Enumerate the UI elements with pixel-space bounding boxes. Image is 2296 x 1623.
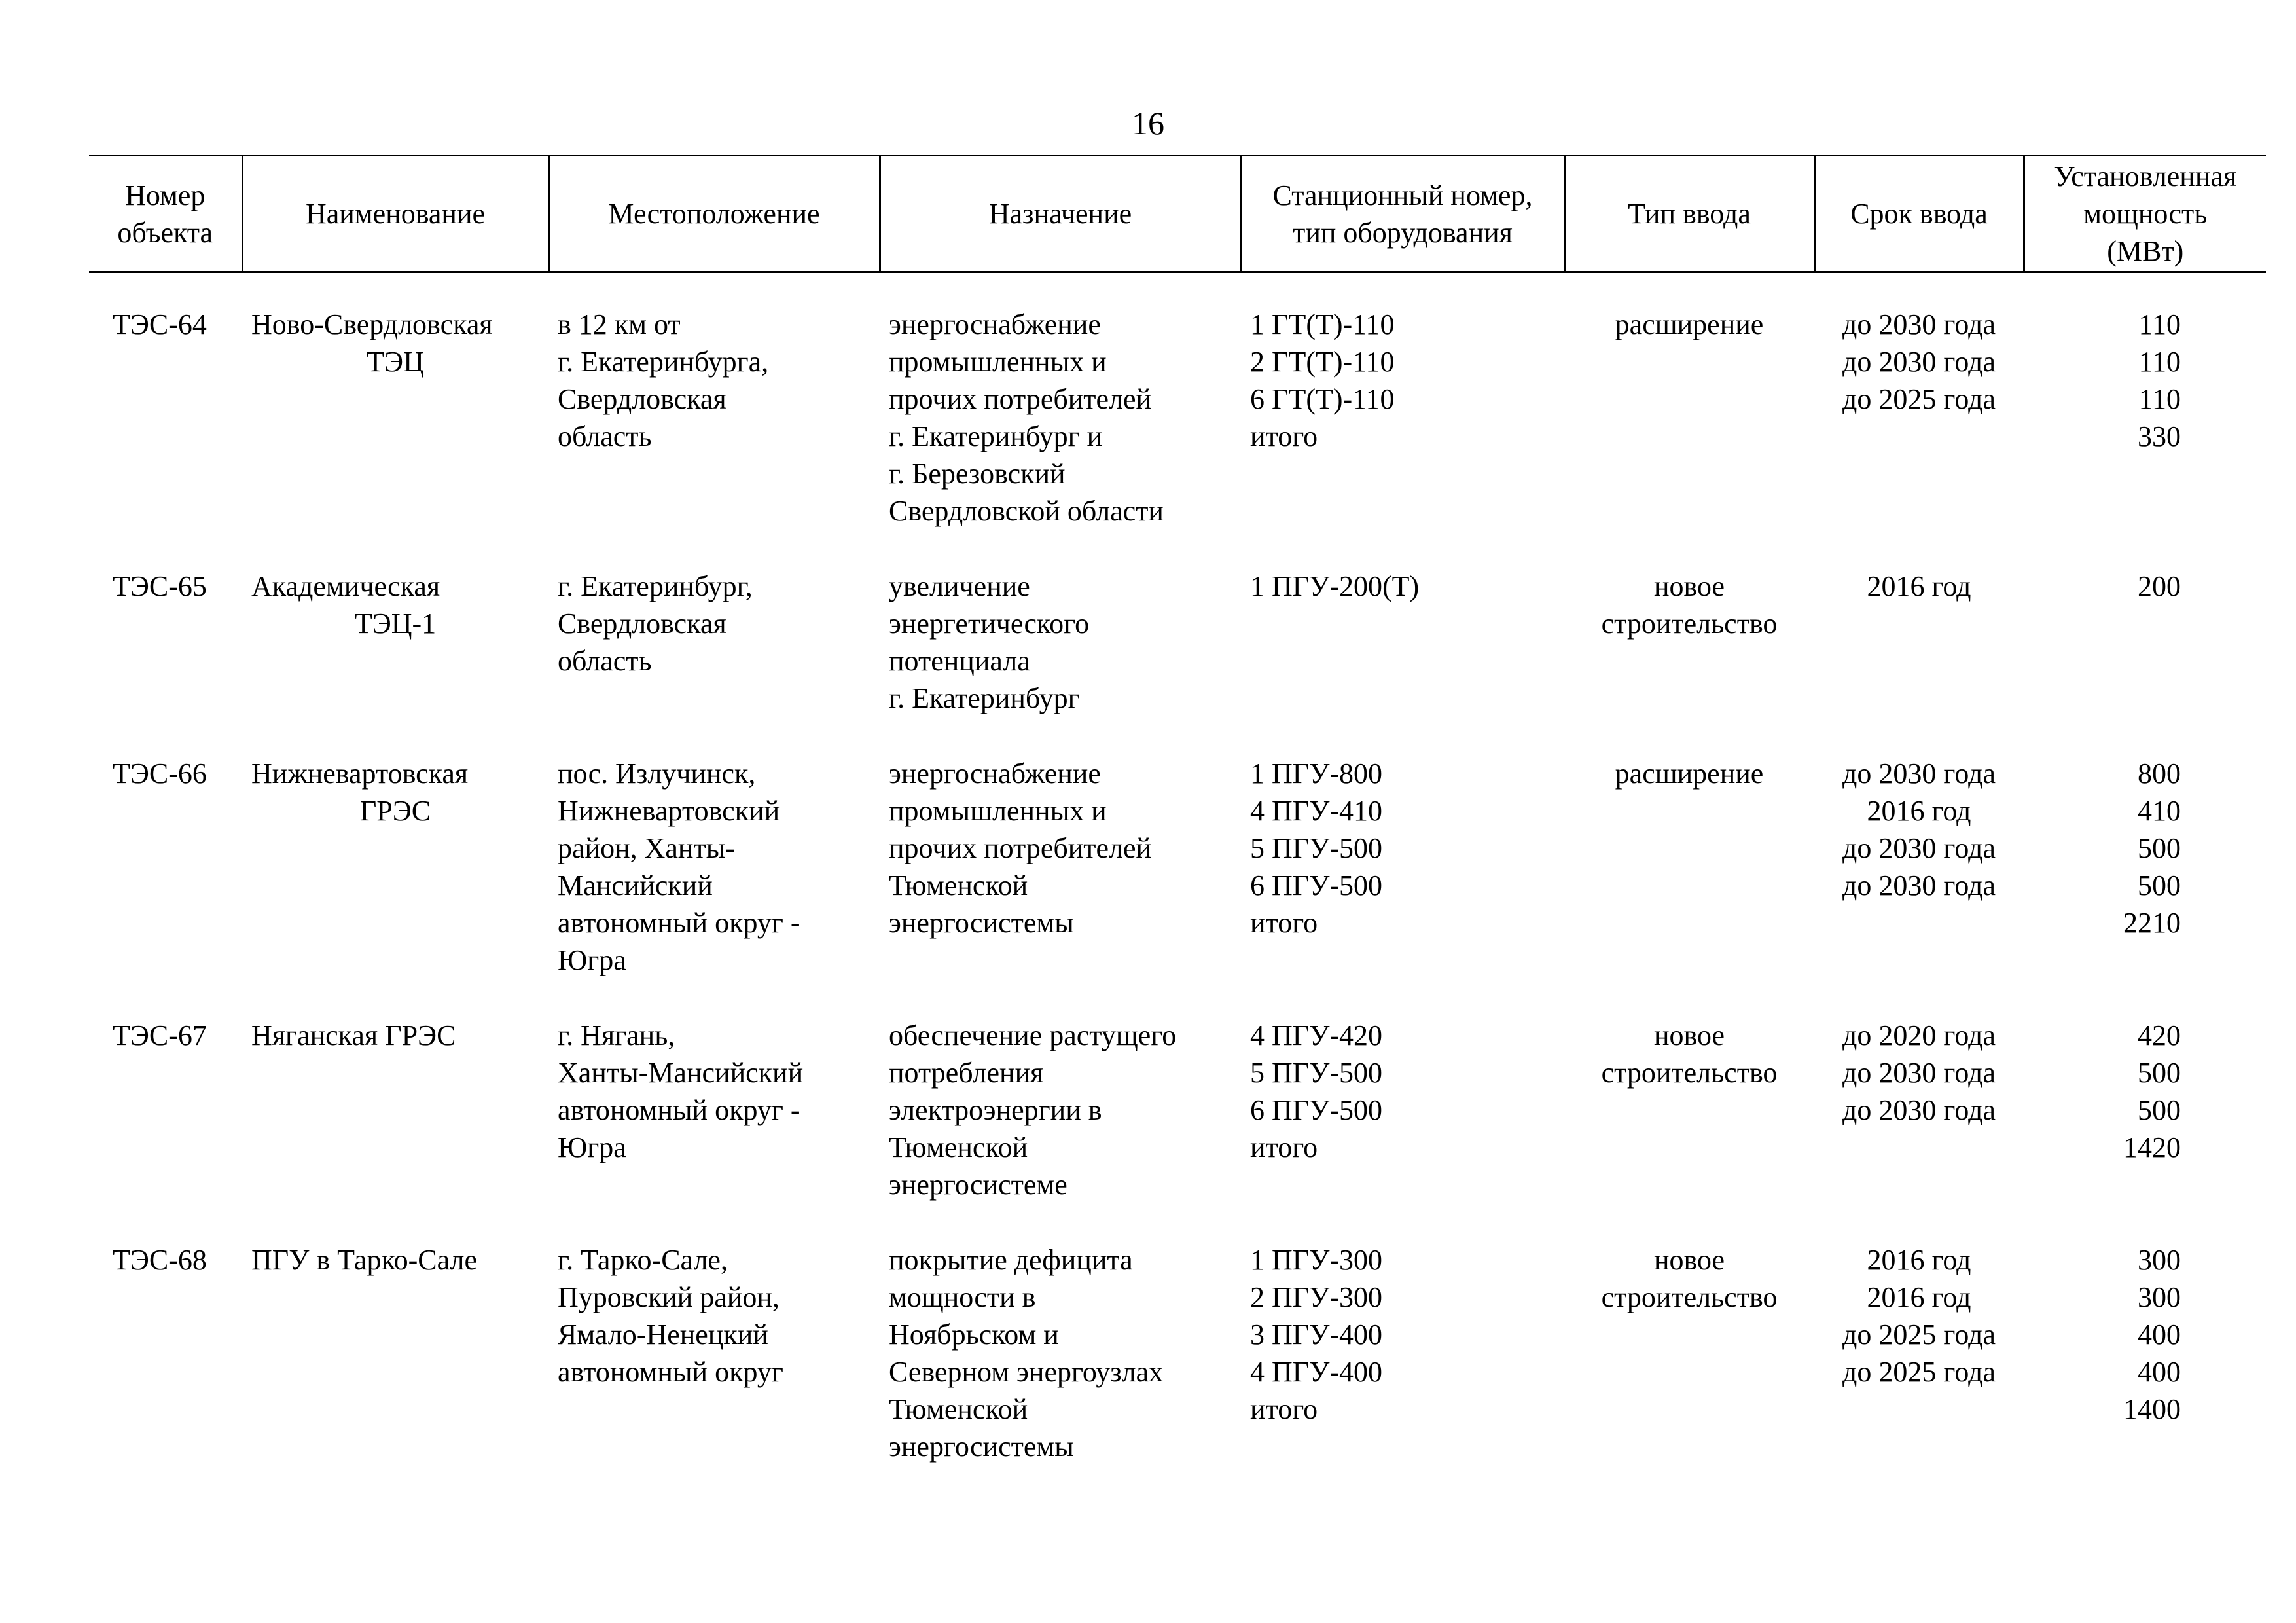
cell-line: 1 ГТ(Т)-110 <box>1250 308 1395 340</box>
cell-line: Ямало-Ненецкий <box>558 1319 768 1351</box>
cell-line: Ново-Свердловская <box>251 308 493 340</box>
cell-line: Мансийский <box>558 869 713 902</box>
cell-line: ПГУ в Тарко-Сале <box>251 1244 477 1276</box>
cell-number <box>89 568 242 717</box>
header-line: Тип ввода <box>1628 198 1751 230</box>
cell-line: до 2025 года <box>1842 1356 1996 1388</box>
cell-line: до 2030 года <box>1842 308 1996 340</box>
table-row <box>89 1241 2266 1465</box>
cell-line: ТЭЦ-1 <box>354 608 437 640</box>
cell-line: Пуровский район, <box>558 1281 780 1313</box>
cell-line: ТЭС-66 <box>113 757 207 790</box>
cell-location <box>548 306 880 530</box>
cell-line: энергоснабжение <box>889 308 1101 340</box>
cell-line: г. Нягань, <box>558 1019 675 1051</box>
cell-line: электроэнергии в <box>889 1094 1102 1126</box>
cell-line: 400 <box>2138 1356 2181 1388</box>
cell-line: энергосистеме <box>889 1169 1067 1201</box>
cell-line: Свердловская <box>558 383 726 415</box>
cell-location <box>548 1017 880 1203</box>
cell-capacity <box>2024 568 2266 717</box>
cell-line: до 2030 года <box>1842 1094 1996 1126</box>
cell-purpose <box>880 1017 1241 1203</box>
cell-line: 2016 год <box>1867 1244 1971 1276</box>
cell-line: автономный округ - <box>558 1094 800 1126</box>
cell-line: 110 <box>2138 346 2181 378</box>
cell-location <box>548 568 880 717</box>
spacer-cell <box>89 979 2266 1017</box>
spacer-cell <box>89 272 2266 306</box>
cell-line: новое <box>1653 570 1725 602</box>
cell-name <box>242 1241 548 1465</box>
row-spacer <box>89 272 2266 306</box>
spacer-cell <box>89 530 2266 568</box>
cell-line: ТЭС-67 <box>113 1019 207 1051</box>
cell-line: 2016 год <box>1867 795 1971 827</box>
cell-line: 110 <box>2138 308 2181 340</box>
cell-line: 1420 <box>2123 1131 2181 1163</box>
cell-line: потребления <box>889 1057 1044 1089</box>
table-row <box>89 306 2266 530</box>
header-capacity <box>2024 156 2266 272</box>
cell-capacity <box>2024 755 2266 979</box>
cell-line: итого <box>1250 1131 1318 1163</box>
cell-line: область <box>558 420 652 452</box>
cell-location <box>548 755 880 979</box>
cell-line: новое <box>1653 1244 1725 1276</box>
cell-line: до 2030 года <box>1842 1057 1996 1089</box>
cell-line: в 12 км от <box>558 308 681 340</box>
cell-line: промышленных и <box>889 795 1107 827</box>
cell-line: Няганская ГРЭС <box>251 1019 456 1051</box>
cell-line: прочих потребителей <box>889 383 1152 415</box>
cell-line: до 2025 года <box>1842 383 1996 415</box>
cell-equipment <box>1241 1241 1564 1465</box>
cell-line: строительство <box>1601 1281 1778 1313</box>
cell-name <box>242 568 548 717</box>
row-spacer <box>89 717 2266 755</box>
header-name <box>242 156 548 272</box>
cell-input-type <box>1564 306 1814 530</box>
header-line: Установленная <box>2054 160 2237 192</box>
cell-line: 1 ПГУ-300 <box>1250 1244 1383 1276</box>
header-number <box>89 156 242 272</box>
cell-line: 300 <box>2138 1244 2181 1276</box>
cell-line: Нижневартовский <box>558 795 780 827</box>
cell-line: мощности в <box>889 1281 1036 1313</box>
cell-line: обеспечение растущего <box>889 1019 1177 1051</box>
cell-line: энергетического <box>889 608 1090 640</box>
cell-line: 330 <box>2138 420 2181 452</box>
row-spacer <box>89 1203 2266 1241</box>
cell-number <box>89 755 242 979</box>
cell-line: Тюменской <box>889 1393 1028 1425</box>
cell-line: 4 ПГУ-410 <box>1250 795 1383 827</box>
cell-purpose <box>880 568 1241 717</box>
header-location <box>548 156 880 272</box>
cell-line: район, Ханты- <box>558 832 735 864</box>
table-row <box>89 568 2266 717</box>
cell-line: 1 ПГУ-800 <box>1250 757 1383 790</box>
cell-line: пос. Излучинск, <box>558 757 756 790</box>
cell-line: 2 ПГУ-300 <box>1250 1281 1383 1313</box>
row-spacer <box>89 979 2266 1017</box>
cell-input-type <box>1564 755 1814 979</box>
cell-line: до 2030 года <box>1842 757 1996 790</box>
cell-line: Свердловская <box>558 608 726 640</box>
cell-line: Ноябрьском и <box>889 1319 1059 1351</box>
cell-equipment <box>1241 306 1564 530</box>
cell-line: 300 <box>2138 1281 2181 1313</box>
cell-equipment <box>1241 755 1564 979</box>
cell-line: г. Березовский <box>889 458 1066 490</box>
cell-line: Академическая <box>251 570 440 602</box>
cell-line: Югра <box>558 944 626 976</box>
cell-purpose <box>880 1241 1241 1465</box>
cell-line: 5 ПГУ-500 <box>1250 832 1383 864</box>
cell-line: область <box>558 645 652 677</box>
table-body <box>89 272 2266 1466</box>
header-line: Срок ввода <box>1850 198 1988 230</box>
cell-line: до 2020 года <box>1842 1019 1996 1051</box>
cell-line: 500 <box>2138 869 2181 902</box>
header-line: объекта <box>117 216 213 249</box>
cell-input-type <box>1564 568 1814 717</box>
cell-line: 500 <box>2138 832 2181 864</box>
cell-line: итого <box>1250 907 1318 939</box>
cell-line: автономный округ - <box>558 907 800 939</box>
table-row <box>89 755 2266 979</box>
cell-line: Северном энергоузлах <box>889 1356 1164 1388</box>
cell-capacity <box>2024 1017 2266 1203</box>
cell-line: 6 ПГУ-500 <box>1250 1094 1383 1126</box>
cell-purpose <box>880 755 1241 979</box>
cell-line: 1 ПГУ-200(Т) <box>1250 570 1420 602</box>
header-line: Станционный номер, <box>1272 179 1533 211</box>
cell-capacity <box>2024 306 2266 530</box>
cell-line: Ханты-Мансийский <box>558 1057 804 1089</box>
cell-line: Югра <box>558 1131 626 1163</box>
cell-line: 6 ПГУ-500 <box>1250 869 1383 902</box>
cell-input-date <box>1814 1241 2024 1465</box>
header-line: тип оборудования <box>1293 216 1513 249</box>
cell-line: увеличение <box>889 570 1030 602</box>
cell-line: ГРЭС <box>359 795 431 827</box>
header-line: Наименование <box>305 198 486 230</box>
cell-line: 200 <box>2138 570 2181 602</box>
cell-line: до 2030 года <box>1842 832 1996 864</box>
header-purpose <box>880 156 1241 272</box>
cell-line: 110 <box>2138 383 2181 415</box>
spacer-cell <box>89 1203 2266 1241</box>
cell-line: ТЭС-68 <box>113 1244 207 1276</box>
cell-line: 1400 <box>2123 1393 2181 1425</box>
cell-line: Тюменской <box>889 1131 1028 1163</box>
cell-line: до 2030 года <box>1842 346 1996 378</box>
cell-line: 410 <box>2138 795 2181 827</box>
cell-line: энергосистемы <box>889 907 1074 939</box>
cell-input-type <box>1564 1241 1814 1465</box>
cell-line: строительство <box>1601 608 1778 640</box>
cell-line: 3 ПГУ-400 <box>1250 1319 1383 1351</box>
header-line: (МВт) <box>2107 235 2184 267</box>
header-equipment <box>1241 156 1564 272</box>
cell-line: г. Екатеринбург, <box>558 570 753 602</box>
header-row <box>89 156 2266 272</box>
cell-location <box>548 1241 880 1465</box>
cell-line: 2 ГТ(Т)-110 <box>1250 346 1395 378</box>
cell-line: 5 ПГУ-500 <box>1250 1057 1383 1089</box>
page-number: 16 <box>1132 105 1164 141</box>
cell-number <box>89 306 242 530</box>
cell-line: г. Екатеринбурга, <box>558 346 769 378</box>
cell-line: прочих потребителей <box>889 832 1152 864</box>
cell-line: 800 <box>2138 757 2181 790</box>
cell-line: итого <box>1250 1393 1318 1425</box>
cell-line: 420 <box>2138 1019 2181 1051</box>
cell-line: г. Екатеринбург и <box>889 420 1103 452</box>
spacer-cell <box>89 717 2266 755</box>
cell-line: покрытие дефицита <box>889 1244 1133 1276</box>
cell-line: г. Екатеринбург <box>889 682 1080 714</box>
cell-line: Свердловской области <box>889 495 1164 527</box>
cell-input-date <box>1814 755 2024 979</box>
cell-purpose <box>880 306 1241 530</box>
cell-line: энергоснабжение <box>889 757 1101 790</box>
cell-line: 2016 год <box>1867 570 1971 602</box>
cell-line: 2016 год <box>1867 1281 1971 1313</box>
table-row <box>89 1017 2266 1203</box>
cell-name <box>242 1017 548 1203</box>
cell-line: 2210 <box>2123 907 2181 939</box>
cell-line: 4 ПГУ-400 <box>1250 1356 1383 1388</box>
header-input-date <box>1814 156 2024 272</box>
cell-line: ТЭС-65 <box>113 570 207 602</box>
cell-equipment <box>1241 568 1564 717</box>
cell-name <box>242 306 548 530</box>
cell-line: Нижневартовская <box>251 757 469 790</box>
cell-line: потенциала <box>889 645 1030 677</box>
cell-line: расширение <box>1615 308 1764 340</box>
cell-line: ТЭЦ <box>367 346 424 378</box>
cell-line: Тюменской <box>889 869 1028 902</box>
cell-input-date <box>1814 568 2024 717</box>
cell-line: ТЭС-64 <box>113 308 207 340</box>
cell-line: 500 <box>2138 1094 2181 1126</box>
header-line: мощность <box>2083 198 2208 230</box>
cell-line: автономный округ <box>558 1356 783 1388</box>
cell-number <box>89 1017 242 1203</box>
cell-line: расширение <box>1615 757 1764 790</box>
power-plants-table <box>89 155 2266 1465</box>
row-spacer <box>89 530 2266 568</box>
cell-line: энергосистемы <box>889 1431 1074 1463</box>
cell-capacity <box>2024 1241 2266 1465</box>
header-line: Номер <box>125 179 206 211</box>
cell-line: 500 <box>2138 1057 2181 1089</box>
cell-name <box>242 755 548 979</box>
header-line: Местоположение <box>608 198 820 230</box>
cell-line: 400 <box>2138 1319 2181 1351</box>
cell-line: г. Тарко-Сале, <box>558 1244 728 1276</box>
cell-input-type <box>1564 1017 1814 1203</box>
cell-number <box>89 1241 242 1465</box>
cell-line: итого <box>1250 420 1318 452</box>
cell-line: до 2030 года <box>1842 869 1996 902</box>
cell-line: промышленных и <box>889 346 1107 378</box>
cell-line: новое <box>1653 1019 1725 1051</box>
cell-equipment <box>1241 1017 1564 1203</box>
cell-input-date <box>1814 1017 2024 1203</box>
cell-input-date <box>1814 306 2024 530</box>
cell-line: 6 ГТ(Т)-110 <box>1250 383 1395 415</box>
cell-line: до 2025 года <box>1842 1319 1996 1351</box>
header-input-type <box>1564 156 1814 272</box>
cell-line: строительство <box>1601 1057 1778 1089</box>
header-line: Назначение <box>988 198 1132 230</box>
cell-line: 4 ПГУ-420 <box>1250 1019 1383 1051</box>
